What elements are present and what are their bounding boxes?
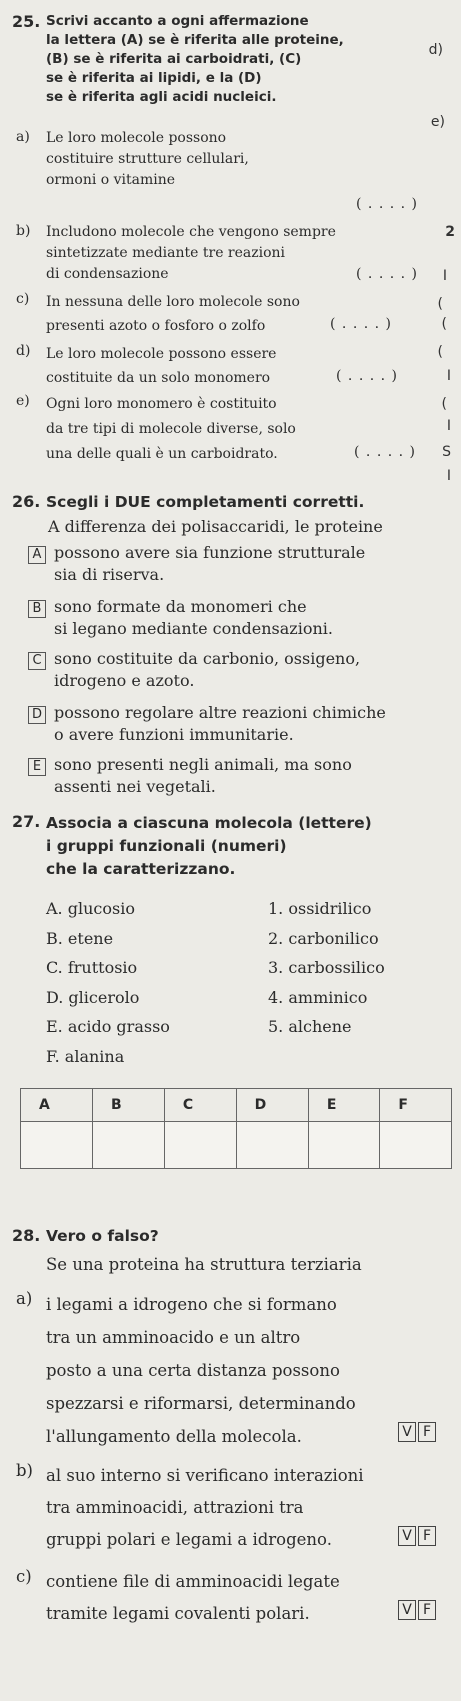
table-header-cell: D — [236, 1089, 308, 1122]
q25-item-d-text — [46, 342, 276, 390]
answer-cell[interactable] — [21, 1122, 93, 1169]
molecule-item: C. fruttosio — [46, 958, 138, 977]
q26-option-b[interactable] — [28, 596, 333, 640]
answer-cell[interactable] — [308, 1122, 380, 1169]
q25-intro-line: Scrivi accanto a ogni affermazione — [46, 13, 309, 29]
option-key-box[interactable]: D — [28, 706, 46, 724]
group-item: 4. amminico — [268, 987, 368, 1007]
item-line: Ogni loro monomero è costituito — [46, 396, 277, 412]
true-box[interactable]: V — [398, 1600, 416, 1620]
table-header-cell: C — [164, 1089, 236, 1122]
q28-item-a-text — [46, 1288, 356, 1453]
item-line: posto a una certa distanza possono — [46, 1361, 340, 1380]
q28-item-b-vf — [396, 1526, 436, 1546]
q25-item-c-answer[interactable]: ( . . . . ) — [330, 316, 392, 332]
item-line: tra un amminoacido e un altro — [46, 1328, 301, 1347]
item-line: costituire strutture cellulari, — [46, 151, 249, 167]
answer-cell[interactable] — [236, 1122, 308, 1169]
q28-item-b-letter: b) — [16, 1461, 33, 1480]
q25-item-e-text — [46, 392, 296, 467]
q26-option-a[interactable] — [28, 542, 365, 586]
group-item: 2. carbonilico — [268, 928, 379, 948]
q27-group-list — [268, 894, 385, 1042]
q25-item-a-letter: a) — [16, 129, 30, 145]
item-line: tramite legami covalenti polari. — [46, 1604, 310, 1623]
q25-intro-line: se è riferita agli acidi nucleici. — [46, 89, 277, 105]
molecule-item: E. acido grasso — [46, 1017, 170, 1036]
q28-item-b-text — [46, 1460, 364, 1556]
margin-mark: ( — [437, 296, 443, 312]
table-header-cell: A — [21, 1089, 93, 1122]
item-line: i legami a idrogeno che si formano — [46, 1295, 337, 1314]
item-line: tra amminoacidi, attrazioni tra — [46, 1498, 304, 1517]
option-text: sono costituite da carbonio, ossigeno, — [54, 649, 361, 668]
item-line: Le loro molecole possono essere — [46, 346, 277, 362]
true-box[interactable]: V — [398, 1422, 416, 1442]
answer-cell[interactable] — [380, 1122, 452, 1169]
group-item: 3. carbossilico — [268, 958, 385, 977]
item-line: l'allungamento della molecola. — [46, 1427, 302, 1446]
margin-mark: ( — [437, 344, 443, 360]
option-key-box[interactable]: A — [28, 546, 46, 564]
item-line: ormoni o vitamine — [46, 172, 176, 188]
q27-title-line: Associa a ciascuna molecola (lettere) — [46, 814, 372, 832]
q25-item-b-answer[interactable]: ( . . . . ) — [356, 266, 418, 282]
q27-number: 27. — [12, 812, 41, 831]
q27-title — [46, 812, 372, 881]
margin-d-label: d) — [428, 42, 443, 58]
option-text: sono presenti negli animali, ma sono — [54, 755, 352, 774]
q25-item-b-text — [46, 222, 336, 285]
item-line: Le loro molecole possono — [46, 130, 227, 146]
margin-mark: I — [442, 268, 447, 284]
table-answer-row — [21, 1122, 452, 1169]
q25-intro-line: la lettera (A) se è riferita alle proteine, — [46, 32, 344, 48]
molecule-item: B. etene — [46, 928, 114, 948]
q28-title: Vero o falso? — [46, 1227, 159, 1245]
q25-item-d-answer[interactable]: ( . . . . ) — [336, 368, 398, 384]
option-key-box[interactable]: B — [28, 600, 46, 618]
margin-mark: I — [446, 368, 451, 384]
q25-item-a-text — [46, 128, 249, 191]
item-line: spezzarsi e riformarsi, determinando — [46, 1394, 356, 1413]
q27-molecule-list — [46, 894, 170, 1071]
item-line: da tre tipi di molecole diverse, solo — [46, 421, 296, 437]
item-line: costituite da un solo monomero — [46, 370, 271, 386]
false-box[interactable]: F — [418, 1422, 436, 1442]
q28-stem: Se una proteina ha struttura terziaria — [46, 1255, 362, 1274]
option-text: sono formate da monomeri che — [54, 597, 307, 616]
q25-item-c-letter: c) — [16, 291, 30, 307]
option-key-box[interactable]: C — [28, 652, 46, 670]
q25-item-a-answer[interactable]: ( . . . . ) — [356, 196, 418, 212]
option-text: assenti nei vegetali. — [54, 777, 216, 796]
q27-answer-table — [20, 1088, 452, 1169]
false-box[interactable]: F — [418, 1526, 436, 1546]
option-text: o avere funzioni immunitarie. — [54, 725, 294, 744]
q25-item-e-letter: e) — [16, 393, 30, 409]
option-text: possono avere sia funzione strutturale — [54, 543, 366, 562]
true-box[interactable]: V — [398, 1526, 416, 1546]
item-line: gruppi polari e legami a idrogeno. — [46, 1530, 332, 1549]
q25-item-d-letter: d) — [16, 343, 31, 359]
option-key-box[interactable]: E — [28, 758, 46, 776]
q28-item-a-letter: a) — [16, 1289, 33, 1308]
q25-item-b-letter: b) — [16, 223, 31, 239]
item-line: una delle quali è un carboidrato. — [46, 446, 278, 462]
item-line: presenti azoto o fosforo o zolfo — [46, 318, 266, 334]
q25-number: 25. — [12, 12, 41, 31]
molecule-item: F. alanina — [46, 1046, 125, 1066]
q26-number: 26. — [12, 492, 41, 511]
q25-intro-line: se è riferita ai lipidi, e la (D) — [46, 70, 262, 86]
q26-title: Scegli i DUE completamenti corretti. — [46, 493, 365, 511]
margin-two: 2 — [445, 224, 455, 240]
option-text: si legano mediante condensazioni. — [54, 619, 333, 638]
q28-item-c-text — [46, 1566, 340, 1630]
table-header-cell: F — [380, 1089, 452, 1122]
item-line: di condensazione — [46, 266, 169, 282]
option-text: idrogeno e azoto. — [54, 671, 195, 690]
answer-cell[interactable] — [92, 1122, 164, 1169]
q26-option-d[interactable] — [28, 702, 386, 746]
item-line: Includono molecole che vengono sempre — [46, 224, 336, 240]
q25-intro — [46, 12, 344, 107]
q28-item-c-vf — [396, 1600, 436, 1620]
q28-item-a-vf — [396, 1422, 436, 1442]
molecule-item: D. glicerolo — [46, 987, 140, 1007]
margin-mark: I — [446, 418, 451, 434]
q28-number: 28. — [12, 1226, 41, 1245]
item-line: al suo interno si verificano interazioni — [46, 1466, 364, 1485]
q28-item-c-letter: c) — [16, 1567, 32, 1586]
q25-item-e-answer[interactable]: ( . . . . ) — [354, 444, 416, 460]
answer-cell[interactable] — [164, 1122, 236, 1169]
margin-mark: I — [446, 468, 451, 484]
table-header-row — [21, 1089, 452, 1122]
q26-stem: A differenza dei polisaccaridi, le proteine — [48, 517, 383, 536]
margin-mark: ( — [441, 396, 447, 412]
group-item: 1. ossidrilico — [268, 899, 372, 918]
margin-mark: ( — [441, 316, 447, 332]
option-text: sia di riserva. — [54, 565, 165, 584]
item-line: In nessuna delle loro molecole sono — [46, 294, 300, 310]
q27-title-line: che la caratterizzano. — [46, 860, 236, 878]
group-item: 5. alchene — [268, 1017, 352, 1036]
table-header-cell: B — [92, 1089, 164, 1122]
item-line: sintetizzate mediante tre reazioni — [46, 245, 286, 261]
option-text: possono regolare altre reazioni chimiche — [54, 703, 386, 722]
margin-mark: S — [442, 444, 451, 460]
table-header-cell: E — [308, 1089, 380, 1122]
molecule-item: A. glucosio — [46, 899, 135, 918]
q25-intro-line: (B) se è riferita ai carboidrati, (C) — [46, 51, 302, 67]
q26-option-c[interactable] — [28, 648, 360, 692]
q27-title-line: i gruppi funzionali (numeri) — [46, 837, 287, 855]
q25-item-c-text — [46, 290, 300, 338]
item-line: contiene file di amminoacidi legate — [46, 1572, 340, 1591]
false-box[interactable]: F — [418, 1600, 436, 1620]
q26-option-e[interactable] — [28, 754, 352, 798]
margin-e-label: e) — [430, 114, 445, 130]
